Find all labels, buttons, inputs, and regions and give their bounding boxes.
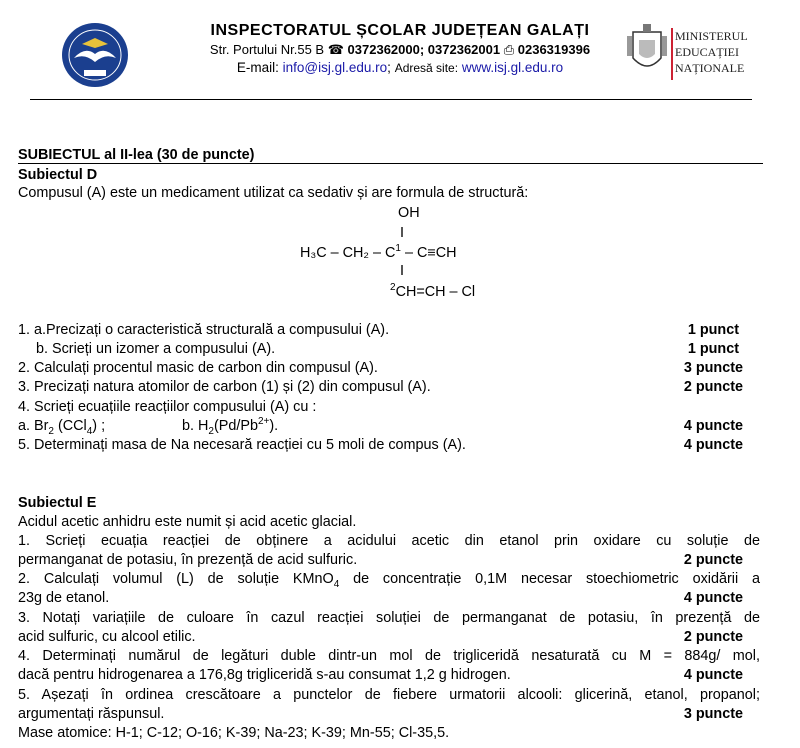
ministry-name: MINISTERUL EDUCAȚIEI NAȚIONALE xyxy=(675,28,748,76)
d-item-5-points: 4 puncte xyxy=(683,437,743,453)
phone-icon: ☎ xyxy=(327,42,344,57)
d-item-2: 2. Calculați procentul masic de carbon din compusul (A). xyxy=(18,360,378,376)
e-item-2-line1: 2. Calculați volumul (L) de soluție KMnO$_4$ de concentrație 0,1M necesar stoechiometric oxidării a xyxy=(18,571,760,590)
formula-bond-top: I xyxy=(400,225,404,241)
e-item-3-line1: 3. Notați variațiile de culoare în cazul reacției soluției de permanganat de potasiu, în prezență de xyxy=(18,610,760,626)
site-link[interactable]: www.isj.gl.edu.ro xyxy=(461,60,564,75)
fax-icon: ⎙ xyxy=(503,42,515,57)
e-item-4-line1: 4. Determinați numărul de legături duble dintr-un mol de trigliceridă nesaturată cu M = 884g/ mol, xyxy=(18,648,760,664)
subject-divider xyxy=(18,163,763,164)
e-item-1-line2: permanganat de potasiu, în prezență de acid sulfuric. xyxy=(18,552,358,568)
e-item-4-points: 4 puncte xyxy=(683,667,743,683)
d-item-3-points: 2 puncte xyxy=(683,379,743,395)
subject-e-title: Subiectul E xyxy=(18,495,97,511)
subject-title: SUBIECTUL al II-lea (30 de puncte) xyxy=(18,147,255,163)
institution-contact: E-mail: info@isj.gl.edu.ro; Adresă site: www.isj.gl.edu.ro xyxy=(236,60,564,75)
d-item-3: 3. Precizați natura atomilor de carbon (1) și (2) din compusul (A). xyxy=(18,379,431,395)
subject-e-intro: Acidul acetic anhidru este numit și acid acetic glacial. xyxy=(18,514,357,530)
d-item-1b-points: 1 punct xyxy=(687,341,739,357)
d-item-4-points: 4 puncte xyxy=(683,418,743,434)
subject-d-intro: Compusul (A) este un medicament utilizat ca sedativ și are formula de structură: xyxy=(18,185,529,201)
d-item-2-points: 3 puncte xyxy=(683,360,743,376)
formula-main-chain: $H_3C - CH_2 - C^1 - C\equiv CH$ xyxy=(300,243,457,261)
header-divider xyxy=(30,99,752,100)
institution-title: INSPECTORATUL ȘCOLAR JUDEȚEAN GALAȚI xyxy=(210,22,590,39)
d-item-4a: a. $Br_2$ (CCl$_4$) ; xyxy=(18,418,106,437)
e-item-3-points: 2 puncte xyxy=(683,629,743,645)
e-item-5-line2: argumentați răspunsul. xyxy=(18,706,165,722)
formula-bond-bottom: I xyxy=(400,263,404,279)
e-item-2-points: 4 puncte xyxy=(683,590,743,606)
ministry-flag-bar xyxy=(671,28,673,80)
d-item-4: 4. Scrieți ecuațiile reacțiilor compusului (A) cu : xyxy=(18,399,317,415)
email-link[interactable]: info@isj.gl.edu.ro xyxy=(282,60,388,75)
e-item-1-line1: 1. Scrieți ecuația reacției de obținere a acidului acetic din etanol prin oxidare cu soluție de xyxy=(18,533,760,549)
d-item-1a-points: 1 punct xyxy=(687,322,739,338)
formula-oh: OH xyxy=(398,205,420,221)
e-item-5-line1: 5. Așezați în ordinea crescătoare a punctelor de fiebere urmatorii alcooli: glicerină, etanol, propanol; xyxy=(18,687,760,703)
e-item-1-points: 2 puncte xyxy=(683,552,743,568)
e-item-2-line2: 23g de etanol. xyxy=(18,590,110,606)
e-item-5-points: 3 puncte xyxy=(683,706,743,722)
d-item-1b: b. Scrieți un izomer a compusului (A). xyxy=(36,341,276,357)
institution-address: Str. Portului Nr.55 B ☎ 0372362000; 0372362001 ⎙ 0236319396 xyxy=(209,42,591,57)
e-item-3-line2: acid sulfuric, cu alcool etilic. xyxy=(18,629,196,645)
d-item-5: 5. Determinați masa de Na necesară reacției cu 5 moli de compus (A). xyxy=(18,437,466,453)
ministry-crest-icon xyxy=(625,22,669,78)
d-item-1a: 1. a.Precizați o caracteristică structurală a compusului (A). xyxy=(18,322,390,338)
formula-side-chain: $^2$CH=CH – Cl xyxy=(390,282,476,300)
e-item-4-line2: dacă pentru hidrogenarea a 176,8g trigliceridă s-au consumat 1,2 g hidrogen. xyxy=(18,667,511,683)
d-item-4b: b. $H_2(Pd/Pb^{2+})$. xyxy=(182,416,279,437)
subject-d-title: Subiectul D xyxy=(18,167,98,183)
atomic-masses: Mase atomice: H-1; C-12; O-16; K-39; Na-23; K-39; Mn-55; Cl-35,5. xyxy=(18,725,450,741)
